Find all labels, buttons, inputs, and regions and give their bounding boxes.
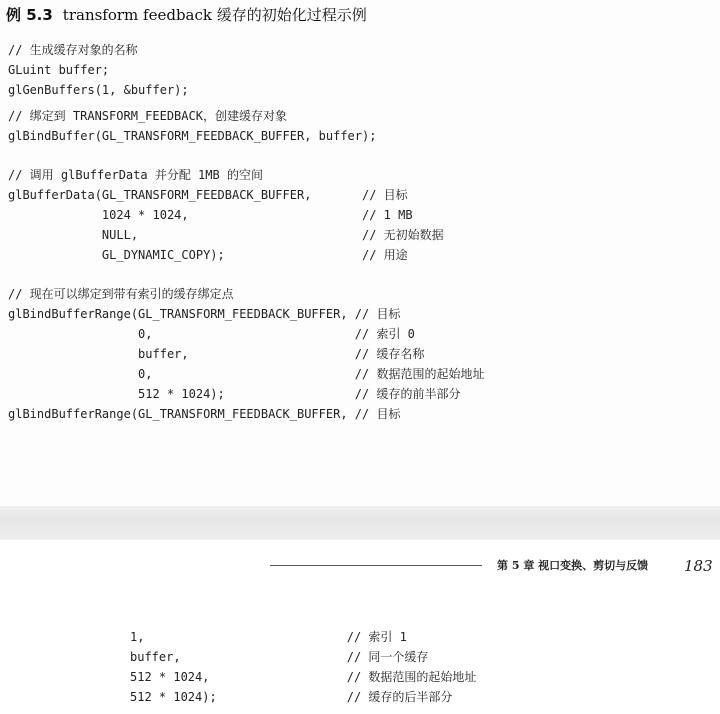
code-line: GL_DYNAMIC_COPY); // 用途	[8, 248, 408, 262]
page-break	[0, 506, 720, 540]
example-caption	[6, 3, 367, 27]
code-line: 0, // 数据范围的起始地址	[8, 367, 485, 381]
code-line: 512 * 1024); // 缓存的后半部分	[130, 690, 453, 704]
code-line: GLuint buffer;	[8, 63, 110, 77]
code-line: glBufferData(GL_TRANSFORM_FEEDBACK_BUFFER, // 目标	[8, 188, 408, 202]
code-line: // 现在可以绑定到带有索引的缓存绑定点	[8, 287, 234, 301]
code-line: // 绑定到 TRANSFORM_FEEDBACK，创建缓存对象	[8, 109, 287, 123]
example-label: 例 5.3	[6, 6, 53, 24]
code-line: glGenBuffers(1, &buffer);	[8, 83, 189, 97]
code-line: buffer, // 同一个缓存	[130, 650, 429, 664]
code-line: // 调用 glBufferData 并分配 1MB 的空间	[8, 168, 263, 182]
code-line: glBindBufferRange(GL_TRANSFORM_FEEDBACK_BUFFER, // 目标	[8, 407, 401, 421]
code-line: glBindBuffer(GL_TRANSFORM_FEEDBACK_BUFFER, buffer);	[8, 129, 377, 143]
page-number: 183	[684, 557, 713, 575]
code-line: buffer, // 缓存名称	[8, 347, 425, 361]
code-line: NULL, // 无初始数据	[8, 228, 444, 242]
code-line: 512 * 1024, // 数据范围的起始地址	[130, 670, 477, 684]
code-line: 1, // 索引 1	[130, 630, 407, 644]
running-header-chapter: 第 5 章 视口变换、剪切与反馈	[497, 559, 649, 572]
code-line: 0, // 索引 0	[8, 327, 415, 341]
running-header-rule	[270, 565, 482, 566]
example-title: transform feedback 缓存的初始化过程示例	[62, 6, 367, 24]
code-line: 1024 * 1024, // 1 MB	[8, 208, 413, 222]
code-line: // 生成缓存对象的名称	[8, 43, 138, 57]
code-line: glBindBufferRange(GL_TRANSFORM_FEEDBACK_BUFFER, // 目标	[8, 307, 401, 321]
code-line: 512 * 1024); // 缓存的前半部分	[8, 387, 461, 401]
